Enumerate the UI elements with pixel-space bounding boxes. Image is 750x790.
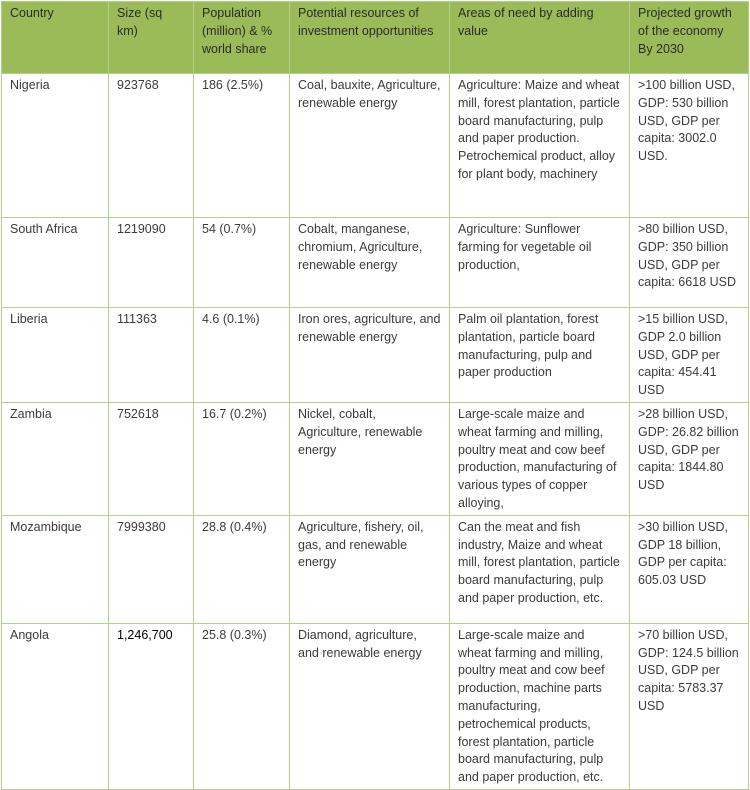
header-population: Population (million) & % world share [194, 2, 290, 74]
table-row [2, 218, 749, 308]
cell-projected: >30 billion USD, GDP 18 billion, GDP per capita: 605.03 USD [630, 515, 749, 623]
header-projected [630, 2, 749, 74]
cell-needs: Agriculture: Sunflower farming for vegetable oil production, [450, 218, 630, 308]
table-row [2, 402, 749, 515]
cell-projected: >70 billion USD, GDP: 124.5 billion USD, GDP per capita: 5783.37 USD [630, 623, 749, 789]
cell-country: Angola [2, 623, 109, 789]
cell-population: 16.7 (0.2%) [194, 402, 290, 515]
cell-country: Zambia [2, 402, 109, 515]
header-country: Country [2, 2, 109, 74]
cell-size: 1,246,700 [109, 623, 194, 789]
header-projected-text: Projected growth of the economy [638, 6, 732, 38]
table-row [2, 515, 749, 623]
cell-needs: Agriculture: Maize and wheat mill, forest plantation, particle board manufacturing, pulp and paper production. Petrochemical product, alloy for plant body, machinery [450, 74, 630, 218]
cell-size: 111363 [109, 308, 194, 403]
cell-country: Nigeria [2, 74, 109, 218]
cell-needs: Can the meat and fish industry, Maize and wheat mill, forest plantation, particle board manufacturing, pulp and paper production, etc. [450, 515, 630, 623]
cell-resources: Iron ores, agriculture, and renewable energy [290, 308, 450, 403]
cell-country: Liberia [2, 308, 109, 403]
cell-population: 25.8 (0.3%) [194, 623, 290, 789]
cell-resources: Nickel, cobalt, Agriculture, renewable energy [290, 402, 450, 515]
cell-resources: Diamond, agriculture, and renewable energy [290, 623, 450, 789]
cell-country: South Africa [2, 218, 109, 308]
cell-population: 186 (2.5%) [194, 74, 290, 218]
table-row [2, 74, 749, 218]
cell-size: 752618 [109, 402, 194, 515]
cell-population: 4.6 (0.1%) [194, 308, 290, 403]
table-row [2, 308, 749, 403]
cell-needs: Palm oil plantation, forest plantation, particle board manufacturing, pulp and paper production [450, 308, 630, 403]
cell-size: 923768 [109, 74, 194, 218]
cell-country: Mozambique [2, 515, 109, 623]
cell-size: 1219090 [109, 218, 194, 308]
cell-needs: Large-scale maize and wheat farming and milling, poultry meat and cow beef production, machine parts manufacturing, petrochemical products, forest plantation, particle board manufacturing, pulp and paper production, etc. [450, 623, 630, 789]
table-row [2, 623, 749, 789]
cell-projected: >80 billion USD, GDP: 350 billion USD, GDP per capita: 6618 USD [630, 218, 749, 308]
cell-resources: Agriculture, fishery, oil, gas, and renewable energy [290, 515, 450, 623]
header-projected-year: By 2030 [638, 41, 684, 56]
cell-projected: >15 billion USD, GDP 2.0 billion USD, GDP per capita: 454.41 USD [630, 308, 749, 403]
cell-projected: >28 billion USD, GDP: 26.82 billion USD, GDP per capita: 1844.80 USD [630, 402, 749, 515]
cell-resources: Cobalt, manganese, chromium, Agriculture, renewable energy [290, 218, 450, 308]
cell-population: 28.8 (0.4%) [194, 515, 290, 623]
cell-size: 7999380 [109, 515, 194, 623]
header-size: Size (sq km) [109, 2, 194, 74]
cell-resources: Coal, bauxite, Agriculture, renewable energy [290, 74, 450, 218]
africa-investment-table [1, 1, 749, 790]
cell-population: 54 (0.7%) [194, 218, 290, 308]
header-needs: Areas of need by adding value [450, 2, 630, 74]
table-header-row [2, 2, 749, 74]
header-resources: Potential resources of investment opportunities [290, 2, 450, 74]
cell-needs: Large-scale maize and wheat farming and milling, poultry meat and cow beef production, manufacturing of various types of copper alloying, [450, 402, 630, 515]
cell-projected: >100 billion USD, GDP: 530 billion USD, GDP per capita: 3002.0 USD. [630, 74, 749, 218]
